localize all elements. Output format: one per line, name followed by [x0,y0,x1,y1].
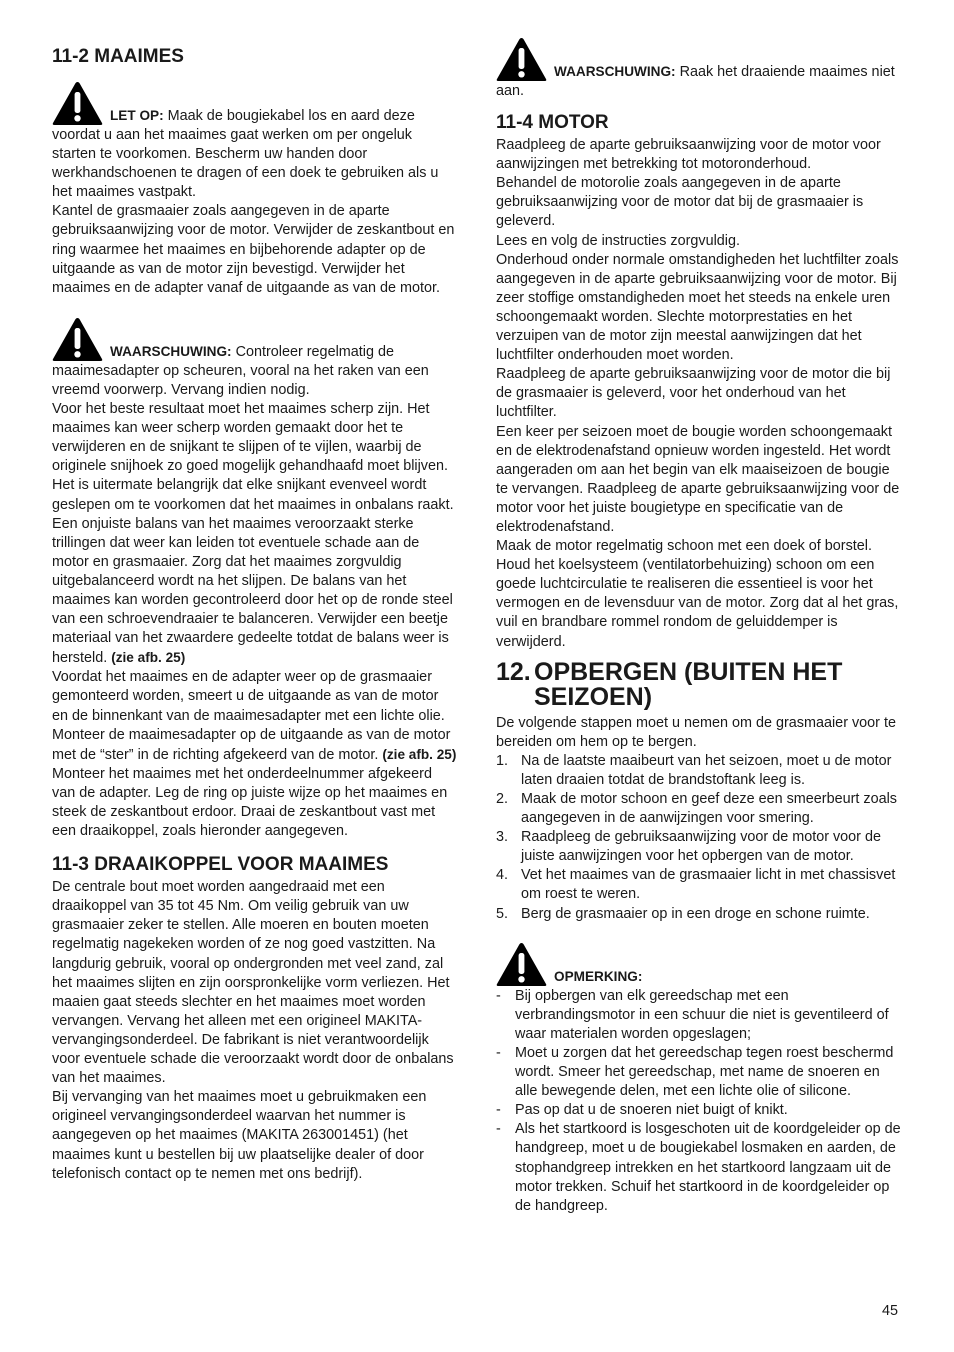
section-title-11-3: 11-3 DRAAIKOPPEL VOOR MAAIMES [52,854,389,876]
paragraph-text: Voordat het maaimes en de adapter weer op de grasmaaier gemonteerd worden, smeert u de uitgaande as van de motor en de binnenkant van de maaimesadapter met een lichte olie. Monteer de maaimesadapter op de uitgaande as van de motor met de “ster” in de richting afgekeerd van de motor. [52,669,451,763]
storage-steps-list [496,752,904,924]
paragraph: De volgende stappen moet u nemen om de grasmaaier voor te bereiden om hem op te bergen. [496,714,896,750]
section-number: 12. [496,657,531,686]
warning-label: WAARSCHUWING: [110,343,232,359]
section-title-12 [496,657,904,711]
note-text: Maak de bougiekabel los en aard deze voordat u aan het maaimes gaat werken om per ongeluk starten te voorkomen. Bescherm uw handen door werkhandschoenen te dragen of een doek te gebruiken als u het maaimes vastpakt. [52,107,439,201]
right-column [496,0,904,1216]
paragraph: Monteer het maaimes met het onderdeelnummer afgekeerd van de adapter. Leg de ring op juiste wijze op het maaimes en steek de zeskantbout erdoor. Draai de zeskantbout vast met een draaikoppel, zoals hieronder aangegeven. [52,765,448,840]
list-item [496,1101,904,1120]
list-item [496,828,904,866]
list-item [496,1044,904,1101]
warning-label: WAARSCHUWING: [554,63,676,79]
warning-icon [496,942,547,987]
paragraph: Raadpleeg de aparte gebruiksaanwijzing voor de motor die bij de grasmaaier is geleverd, voor het onderhoud van het luchtfilter. [496,366,891,421]
paragraph: Onderhoud onder normale omstandigheden het luchtfilter zoals aangegeven in de aparte gebruiksaanwijzing voor de motor. Bij zeer stoffige omstandigheden moet het steeds na enkele uren schoongemaakt worden. Slechte motorprestaties en het verzuipen van de motor zijn meestal aanwijzingen dat het luchtfilter onderhouden moet worden. [496,251,899,364]
figure-reference: (zie afb. 25) [111,650,186,666]
paragraph: Raadpleeg de aparte gebruiksaanwijzing voor de motor voor aanwijzingen met betrekking tot motoronderhoud. [496,137,881,173]
list-item-text: Na de laatste maaibeurt van het seizoen, moet u de motor laten draaien totdat de brandstoftank leeg is. [521,752,892,788]
page-number: 45 [882,1303,899,1319]
paragraph [52,400,458,668]
list-item-text: Raadpleeg de gebruiksaanwijzing voor de motor voor de juiste aanwijzingen voor het opbergen van de motor. [521,829,881,865]
list-item [496,987,904,1044]
list-item [496,866,904,904]
warning-block [52,317,458,400]
note-label: OPMERKING: [554,968,643,984]
list-item-text: Moet u zorgen dat het gereedschap tegen roest beschermd wordt. Smeer het gereedschap, met name de snoeren en alle bewegende delen, met een lichte olie of silicone. [515,1044,894,1100]
list-item-text: Vet het maaimes van de grasmaaier licht in met chassisvet om roest te weren. [521,867,896,903]
warning-icon [52,81,103,126]
left-column [52,0,458,1184]
paragraph: Behandel de motorolie zoals aangegeven in de aparte gebruiksaanwijzing voor de motor dat bij de grasmaaier is geleverd. [496,175,864,230]
paragraph [52,668,458,764]
section-title-11-2: 11-2 MAAIMES [52,46,184,67]
warning-icon [496,37,547,82]
section-title-11-4: 11-4 MOTOR [496,112,609,134]
warning-icon [52,317,103,362]
paragraph: Een keer per seizoen moet de bougie worden schoongemaakt en de elektrodenafstand opnieuw worden ingesteld. Het wordt aangeraden om aan het begin van elk maaiseizoen de bougie te vervangen. Raadpleeg de aparte gebruiksaanwijzing voor de motor voor het juiste bougietype en specificatie van de elektrodenafstand. [496,423,900,535]
note-let-op [52,81,458,202]
warning-text: Controleer regelmatig de maaimesadapter op scheuren, vooral na het raken van een vreemd voorwerp. Vervang indien nodig. [52,343,429,398]
paragraph: Lees en volg de instructies zorgvuldig. [496,232,740,249]
list-item-text: Pas op dat u de snoeren niet buigt of knikt. [515,1102,788,1119]
storage-notes-list [496,987,904,1216]
list-marker: 1. [496,752,509,769]
section-title-text: OPBERGEN (BUITEN HET SEIZOEN) [534,657,843,711]
paragraph: Kantel de grasmaaier zoals aangegeven in de aparte gebruiksaanwijzing voor de motor. Verwijder de zeskantbout en ring waarmee het maaimes en bijbehorende adapter op de uitgaande as van de motor zijn bevestigd. Verwijder het maaimes en de adapter vanaf de uitgaande as van de motor. [52,203,455,296]
note-label: LET OP: [110,107,164,123]
list-item-text: Maak de motor schoon en geef deze een smeerbeurt zoals aangegeven in de aanwijzingen voor smering. [521,791,897,827]
paragraph: Bij vervanging van het maaimes moet u gebruikmaken een origineel vervangingsonderdeel waarvan het nummer is aangegeven op het maaimes (MAKITA 263001451) (het maaimes kunt u bestellen bij uw plaatselijke dealer of door telefonisch contact op te nemen met ons bedrijf). [52,1089,427,1182]
list-marker: - [496,1102,501,1119]
list-marker: - [496,987,501,1004]
warning-text: Raak het draaiende maaimes niet aan. [496,63,895,99]
list-item [496,1120,904,1215]
warning-block [496,37,904,101]
list-marker: - [496,1044,501,1061]
list-item [496,790,904,828]
figure-reference: (zie afb. 25) [382,746,457,762]
list-item-text: Bij opbergen van elk gereedschap met een verbrandingsmotor in een schuur die niet is geventileerd of waar materialen worden opgeslagen; [515,987,889,1042]
list-item [496,752,904,790]
paragraph: De centrale bout moet worden aangedraaid met een draaikoppel van 35 tot 45 Nm. Om veilig gebruik van uw grasmaaier zeker te stellen. Alle moeren en bouten moeten regelmatig nagekeken worden of ze nog goed vastzitten. Na langdurig gebruik, vooral op ondergronden met veel zand, zal het maaimes slijten en zijn oorspronkelijke vorm verliezen. Het maaien gaat steeds slechter en het maaimes moet worden vervangen. Vervang het alleen met een origineel MAKITA-vervangingsonderdeel. De fabrikant is niet verantwoordelijk voor eventuele schade die veroorzaakt wordt door de onbalans van het maaimes. [52,879,454,1087]
list-marker: 2. [496,791,509,807]
paragraph: Maak de motor regelmatig schoon met een doek of borstel. Houd het koelsysteem (ventilatorbehuizing) schoon om een goede luchtcirculatie te realiseren die essentieel is voor het vermogen en de levensduur van de motor. Zorg dat al het gras, vuil en brandbare rommel rondom de geluiddemper is verwijderd. [496,538,899,650]
list-item-text: Berg de grasmaaier op in een droge en schone ruimte. [521,905,870,922]
list-item [496,905,904,924]
list-marker: 3. [496,829,509,846]
list-item-text: Als het startkoord is losgeschoten uit de koordgeleider op de handgreep, moet u de bougiekabel losmaken en aarden, de stophandgreep intrekken en het startkoord langzaam uit de motor trekken. Schuif het startkoord in de koordgeleider op de handgreep. [515,1121,901,1214]
list-marker: 4. [496,867,509,884]
note-opmerking [496,942,904,987]
paragraph-text: Voor het beste resultaat moet het maaimes scherp zijn. Het maaimes kan weer scherp worden gemaakt door het te verwijderen en de snijkant te slijpen of te vijlen, waarbij de originele snijhoek zo goed mogelijk gehandhaafd moet blijven. Het is uitermate belangrijk dat elke snijkant evenveel wordt geslepen om te voorkomen dat het maaimes in onbalans raakt. Een onjuiste balans van het maaimes veroorzaakt sterke trillingen dat weer kan leiden tot eventuele schade aan de motor en grasmaaier. Zorg dat het maaimes zorgvuldig uitgebalanceerd wordt na het slijpen. De balans van het maaimes kan worden gecontroleerd door het op de ronde steel van een schroevendraaier te balanceren. Verwijder een beetje materiaal van het zwaardere gedeelte totdat de balans weer is hersteld. [52,401,454,667]
list-marker: 5. [496,905,509,922]
list-marker: - [496,1121,501,1138]
